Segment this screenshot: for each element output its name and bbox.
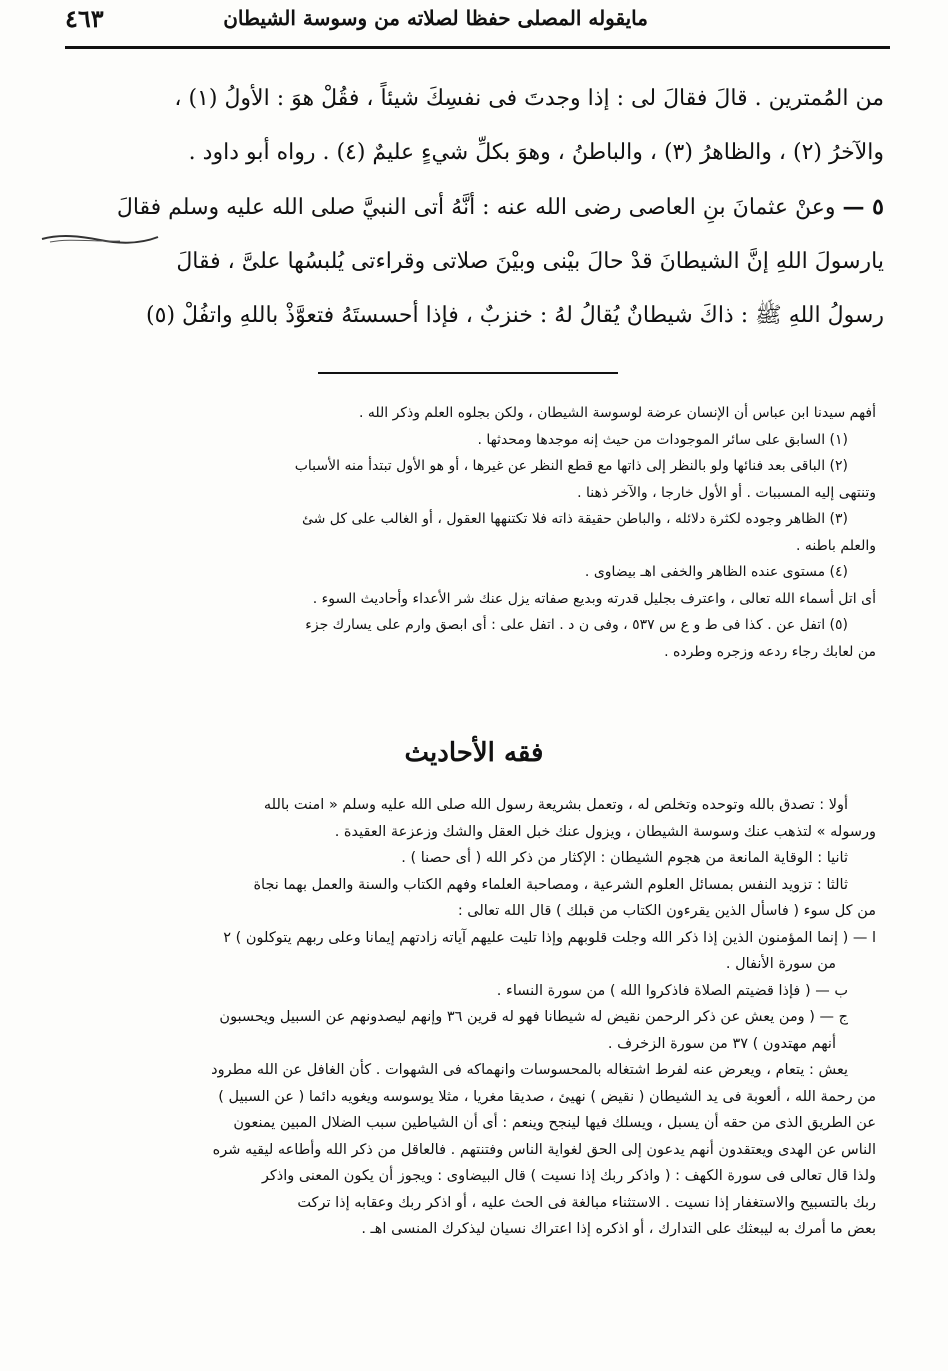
fiqh-line: يعش : يتعام ، ويعرض عنه لفرط اشتغاله بالمحسوسات وانهماكه فى الشهوات . كأن الغافل عن الله مطرود (211, 1062, 848, 1078)
hadith-line: رسولُ اللهِ ﷺ : ذاكَ شيطانٌ يُقالُ لهُ : خنزبٌ ، فإذا أحسستَهُ فتعوَّذْ باللهِ واتفُلْ (٥) (146, 303, 884, 328)
fiqh-line: من رحمة الله ، ألعوبة فى يد الشيطان ( نقيض ) نهيئ ، صديقا مغريا ، مثلا يوسوسه ويغويه دائما ( عن السبيل ) (218, 1088, 876, 1105)
hadith-text (68, 72, 884, 343)
pen-mark-icon (40, 230, 160, 248)
fiqh-line: ثالثا : تزويد النفس بمسائل العلوم الشرعية ، ومصاحبة العلماء وفهم الكتاب والسنة والعمل بهما نجاة (253, 876, 848, 893)
fiqh-line: ولذا قال تعالى فى سورة الكهف : ( واذكر ربك إذا نسيت ) قال البيضاوى : ويجوز أن يكون المعنى واذكر (261, 1168, 876, 1184)
footnote-line: (٤) مستوى عنده الظاهر والخفى اهـ بيضاوى . (584, 564, 848, 580)
running-title: مايقوله المصلى حفظا لصلاته من وسوسة الشيطان (223, 6, 648, 30)
page-header (55, 4, 888, 40)
footnote-line: (٢) الباقى بعد فنائها ولو بالنظر إلى ذاتها مع قطع النظر عن غيرها ، أو هو الأول تبتدأ منه الأسباب (294, 458, 848, 474)
fiqh-line: ربك بالتسبيح والاستغفار إذا نسيت . الاستثناء مبالغة فى الحث عليه ، أو اذكر ربك وعقابه إذا تركت (297, 1194, 876, 1211)
hadith-line: يارسولَ اللهِ إنَّ الشيطانَ قدْ حالَ بيْنى وبيْنَ صلاتى وقراءتى يُلبسُها علىَّ ، فقالَ (176, 249, 884, 274)
hadith-line: والآخرُ (٢) ، والظاهرُ (٣) ، والباطنُ ، وهوَ بكلِّ شيءٍ عليمٌ (٤) . رواه أبو داود . (188, 140, 884, 165)
footnote-line: (٣) الظاهر وجوده لكثرة دلائله ، والباطن حقيقة ذاته فلا تكتنهها العقول ، أو الغالب على كل شئ (301, 511, 848, 527)
footnote-line: أفهم سيدنا ابن عباس أن الإنسان عرضة لوسوسة الشيطان ، ولكن بجلوه العلم وذكر الله . (358, 405, 876, 421)
hadith-line (68, 180, 884, 235)
fiqh-text (72, 792, 876, 1243)
fiqh-line: ا — ( إنما المؤمنون الذين إذا ذكر الله وجلت قلوبهم وإذا تليت عليهم آياته زادتهم إيمانا وعلى ربهم يتوكلون ) ٢ (223, 929, 876, 946)
fiqh-line: أولا : تصدق بالله وتوحده وتخلص له ، وتعمل بشريعة رسول الله صلى الله عليه وسلم « امنت بالله (263, 797, 848, 813)
footnote-line: (٥) اتفل عن . كذا فى ط و ع س ٥٣٧ ، وفى ن د . اتفل على : أى ابصق وارم على يسارك جزء (305, 617, 848, 633)
section-title: فقه الأحاديث (404, 738, 544, 768)
fiqh-line: عن الطريق الذى من حقه أن يسبل ، ويسلك فيها لينجح وينعم : أى أن الشياطين سبب الضلال المبين يمنعون (233, 1115, 876, 1131)
page-number: ٤٦٣ (65, 4, 104, 33)
fiqh-line: من سورة الأنفال . (725, 956, 836, 972)
hadith-number: ٥ — (842, 194, 884, 220)
footnote-line: وتنتهى إليه المسببات . أو الأول خارجا ، والآخر ذهنا . (577, 484, 876, 501)
footnote-line: والعلم باطنه . (795, 537, 876, 554)
fiqh-line: ب — ( فإذا قضيتم الصلاة فاذكروا الله ) من سورة النساء . (496, 982, 848, 999)
fiqh-line: بعض ما أمرك به ليبعثك على التدارك ، أو اذكره إذا اعتراك نسيان ليذكرك المنسى اهـ . (361, 1221, 876, 1237)
fiqh-line: ثانيا : الوقاية المانعة من هجوم الشيطان : الإكثار من ذكر الله ( أى حصنا ) . (401, 850, 848, 866)
fiqh-line: ورسوله » لتذهب عنك وسوسة الشيطان ، ويزول عنك خبل العقل والشك وزعزعة العقيدة . (334, 823, 876, 840)
header-rule (65, 46, 890, 49)
fiqh-line: الناس عن الهدى ويعتقدون أنهم يدعون إلى الحق لغواية الناس وفتنتهم . فالعاقل من ذكر الله وأطاعه ليقيه شره (212, 1141, 876, 1158)
footnote-line: من لعابك رجاء ردعه وزجره وطرده . (664, 643, 876, 660)
fiqh-line: أنهم مهتدون ) ٣٧ من سورة الزخرف . (607, 1035, 836, 1052)
footnotes (78, 400, 876, 665)
fiqh-line: ج — ( ومن يعش عن ذكر الرحمن نقيض له شيطانا فهو له قرين ٣٦ وإنهم ليصدونهم عن السبيل ويحسبون (219, 1009, 848, 1025)
hadith-line-text: وعنْ عثمانَ بنِ العاصى رضى الله عنه : أنَّهُ أتى النبيَّ صلى الله عليه وسلم فقالَ (116, 195, 836, 220)
footnote-separator (318, 372, 618, 374)
fiqh-line: من كل سوء ( فاسأل الذين يقرءون الكتاب من قبلك ) قال الله تعالى : (457, 903, 876, 919)
hadith-line: من المُمترين . قالَ فقالَ لى : إذا وجدتَ فى نفسِكَ شيئاً ، فقُلْ هوَ : الأولُ (١) ، (174, 86, 884, 111)
footnote-line: (١) السابق على سائر الموجودات من حيث إنه موجدها ومحدثها . (477, 431, 848, 448)
footnote-line: أى اتل أسماء الله تعالى ، واعترف بجليل قدرته وبديع صفاته يزل عنك شر الأعداء وأحاديث السوء . (312, 590, 876, 607)
